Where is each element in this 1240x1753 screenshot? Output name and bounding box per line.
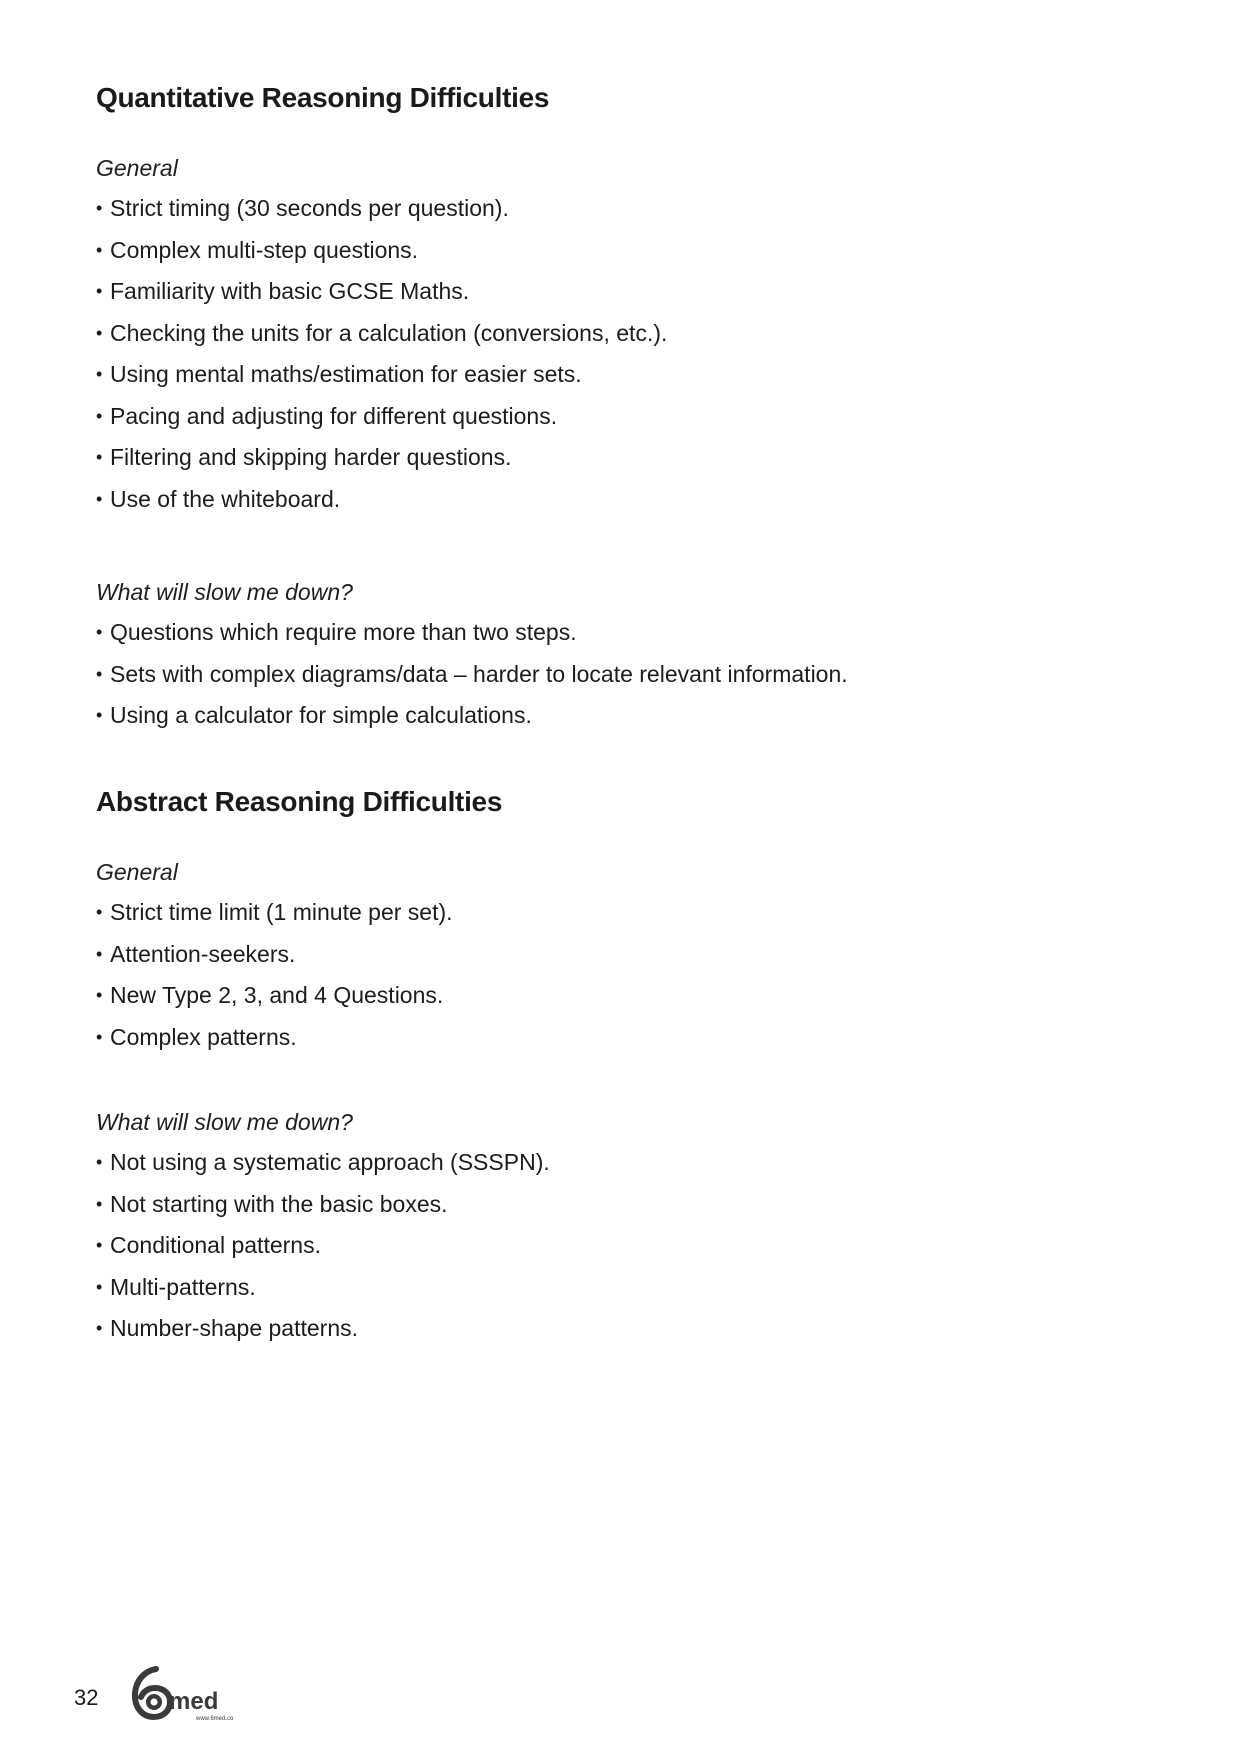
abstract-slow-block (96, 1102, 1096, 1350)
list-item (96, 437, 1096, 479)
list-item (96, 396, 1096, 438)
bullet-icon: • (96, 364, 103, 384)
bullet-icon: • (96, 943, 103, 964)
quant-slow-block (96, 572, 1096, 737)
list-item-text: Familiarity with basic GCSE Maths. (110, 278, 470, 304)
list-item-text: Using a calculator for simple calculations. (110, 702, 532, 728)
list-item (96, 934, 1096, 976)
list-item (96, 975, 1096, 1017)
list-item-text: Using mental maths/estimation for easier sets. (110, 361, 582, 387)
list-item (96, 230, 1096, 272)
bullet-icon: • (96, 663, 103, 684)
bullet-icon: • (96, 447, 103, 467)
6med-logo-icon (124, 1665, 274, 1725)
list-item (96, 1017, 1096, 1059)
bullet-icon: • (96, 985, 103, 1005)
quantitative-section (96, 82, 1096, 728)
list-item (96, 1308, 1096, 1350)
quant-slow-list (96, 612, 1096, 737)
abstract-general-list (96, 892, 1096, 1058)
list-item (96, 479, 1096, 521)
list-item-text: Use of the whiteboard. (110, 485, 341, 512)
list-item (96, 1225, 1096, 1267)
bullet-icon: • (96, 1152, 103, 1172)
bullet-icon: • (96, 622, 103, 642)
list-item-text: Number-shape patterns. (110, 1315, 359, 1341)
list-item (96, 1267, 1096, 1309)
list-item-text: Attention-seekers. (110, 940, 296, 967)
list-item-text: Complex multi-step questions. (110, 236, 419, 263)
quantitative-heading: Quantitative Reasoning Difficulties (96, 82, 550, 113)
list-item-text: Filtering and skipping harder questions. (110, 444, 512, 470)
abstract-slow-subheading: What will slow me down? (96, 1109, 353, 1135)
bullet-icon: • (96, 1026, 103, 1047)
bullet-icon: • (96, 405, 103, 426)
bullet-icon: • (96, 488, 103, 509)
quant-general-list (96, 188, 1096, 520)
bullet-icon: • (96, 902, 103, 922)
list-item-text: Multi-patterns. (110, 1273, 256, 1300)
list-item-text: Pacing and adjusting for different questions. (110, 402, 558, 429)
list-item (96, 188, 1096, 230)
list-item-text: Sets with complex diagrams/data – harder to locate relevant information. (110, 660, 848, 687)
list-item-text: Conditional patterns. (110, 1232, 321, 1258)
list-item (96, 892, 1096, 934)
list-item (96, 354, 1096, 396)
bullet-icon: • (96, 1235, 103, 1255)
logo-wordmark: med (169, 1688, 219, 1715)
list-item-text: Questions which require more than two steps. (110, 619, 577, 645)
bullet-icon: • (96, 1318, 103, 1338)
list-item (96, 271, 1096, 313)
list-item (96, 313, 1096, 355)
quant-general-subheading: General (96, 155, 178, 181)
list-item-text: Not starting with the basic boxes. (110, 1190, 448, 1217)
list-item (96, 654, 1096, 696)
list-item-text: Not using a systematic approach (SSSPN). (110, 1149, 550, 1175)
logo-url: www.6med.co (196, 1716, 234, 1722)
list-item (96, 1184, 1096, 1226)
quant-slow-subheading: What will slow me down? (96, 579, 353, 605)
abstract-slow-list (96, 1142, 1096, 1350)
list-item-text: Strict timing (30 seconds per question). (110, 195, 509, 221)
abstract-general-block (96, 852, 1096, 1058)
list-item (96, 1142, 1096, 1184)
bullet-icon: • (96, 239, 103, 260)
list-item-text: Complex patterns. (110, 1023, 297, 1050)
bullet-icon: • (96, 281, 103, 301)
bullet-icon: • (96, 1193, 103, 1214)
bullet-icon: • (96, 198, 103, 218)
abstract-section (96, 786, 1096, 1341)
bullet-icon: • (96, 1276, 103, 1297)
page-footer (74, 1665, 274, 1725)
bullet-icon: • (96, 705, 103, 725)
quant-general-block (96, 148, 1096, 520)
list-item (96, 612, 1096, 654)
page-number: 32 (74, 1685, 99, 1710)
abstract-heading: Abstract Reasoning Difficulties (96, 786, 503, 817)
list-item-text: New Type 2, 3, and 4 Questions. (110, 982, 444, 1008)
abstract-general-subheading: General (96, 859, 178, 885)
list-item-text: Strict time limit (1 minute per set). (110, 899, 453, 925)
list-item (96, 695, 1096, 737)
list-item-text: Checking the units for a calculation (conversions, etc.). (110, 319, 668, 346)
bullet-icon: • (96, 322, 103, 343)
